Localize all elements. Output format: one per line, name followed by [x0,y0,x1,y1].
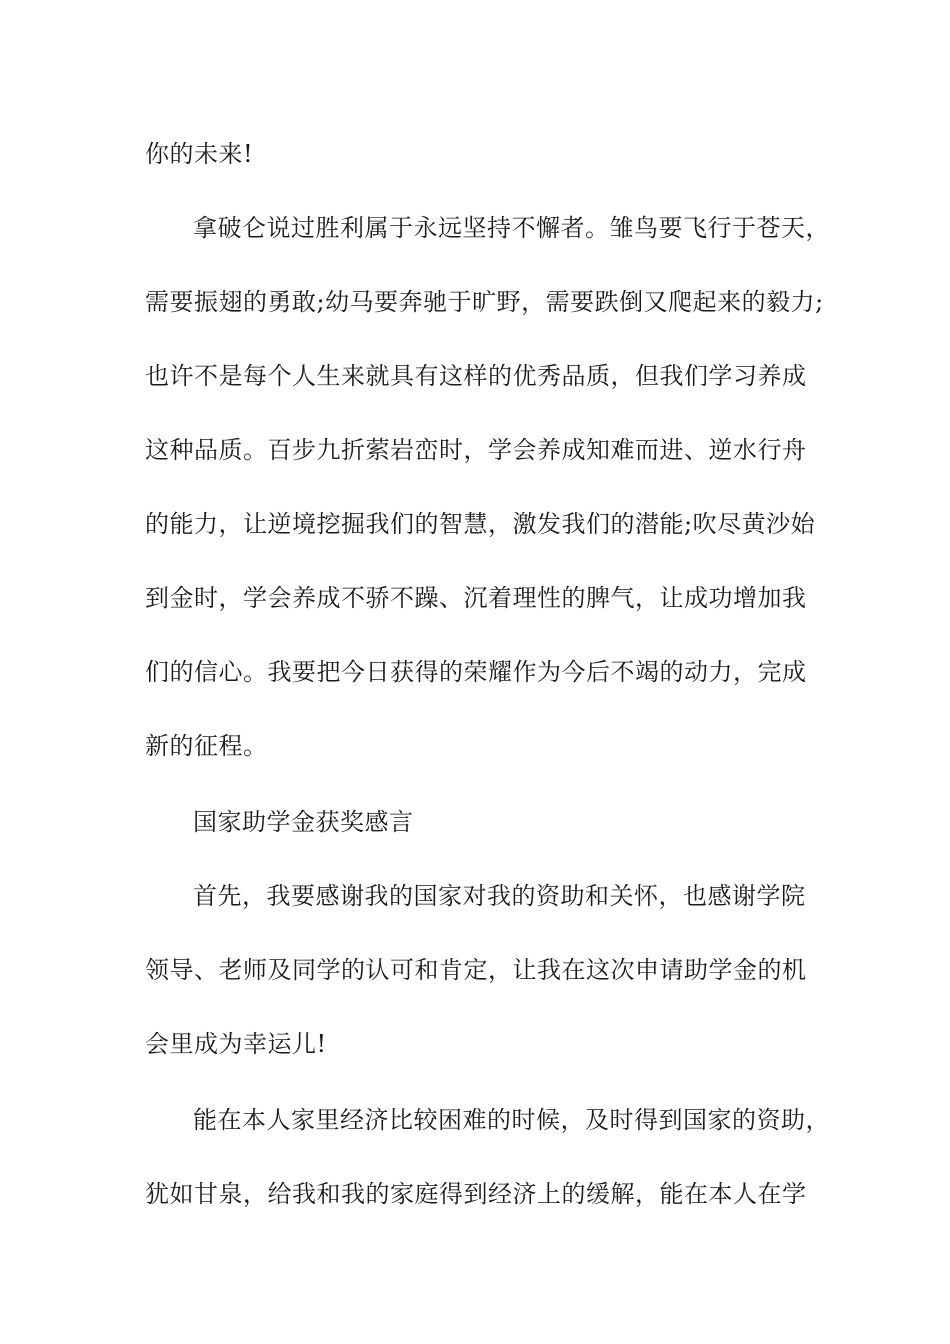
text-line: 犹如甘泉，给我和我的家庭得到经济上的缓解，能在本人在学 [145,1180,807,1208]
text-line: 也许不是每个人生来就具有这样的优秀品质，但我们学习养成 [145,362,807,390]
paragraph-start-line: 能在本人家里经济比较困难的时候，及时得到国家的资助， [193,1106,830,1134]
text-line: 的能力，让逆境挖掘我们的智慧，激发我们的潜能;吹尽黄沙始 [145,510,816,538]
text-line: 会里成为幸运儿! [145,1030,327,1058]
paragraph-start-line: 拿破仑说过胜利属于永远坚持不懈者。雏鸟要飞行于苍天， [193,214,830,242]
paragraph-start-line: 首先，我要感谢我的国家对我的资助和关怀，也感谢学院 [193,882,806,910]
text-line: 新的征程。 [145,732,268,760]
section-heading: 国家助学金获奖感言 [193,808,414,836]
text-line: 们的信心。我要把今日获得的荣耀作为今后不竭的动力，完成 [145,658,807,686]
text-line: 你的未来! [145,140,254,168]
text-line: 需要振翅的勇敢;幼马要奔驰于旷野，需要跌倒又爬起来的毅力; [145,288,824,316]
text-line: 这种品质。百步九折萦岩峦时，学会养成知难而进、逆水行舟 [145,436,807,464]
text-line: 到金时，学会养成不骄不躁、沉着理性的脾气，让成功增加我 [145,584,807,612]
text-line: 领导、老师及同学的认可和肯定，让我在这次申请助学金的机 [145,956,807,984]
